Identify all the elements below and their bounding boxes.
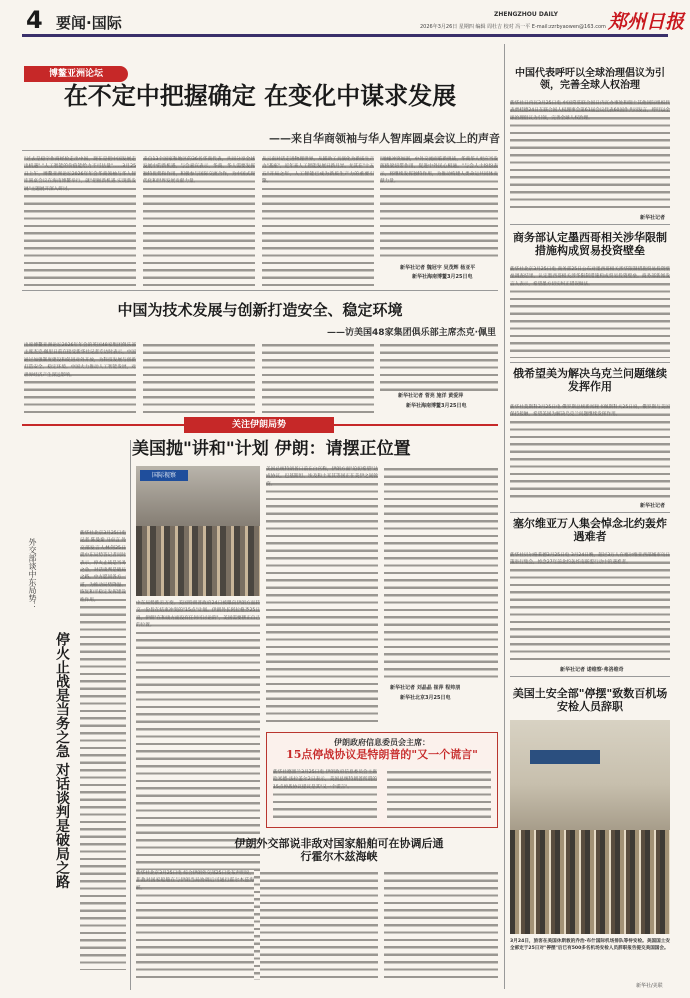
interview-dateline: 新华社海南博鳌3月25日电: [406, 403, 467, 409]
right-a3-text: 新华社莫斯科3月25日电 俄罗斯总统新闻秘书佩斯科夫25日说，俄罗斯与美国保持接触，希望美国为解决乌克兰问题继续发挥作用。: [510, 404, 670, 500]
divider: [130, 440, 131, 990]
page-number: 4: [26, 6, 43, 34]
bottom-headline: 伊朗外交部说非敌对国家船舶可在协调后通行霍尔木兹海峡: [234, 837, 444, 863]
box-col-2: [387, 769, 491, 823]
divider: [504, 44, 505, 989]
right-a2-headline: 商务部认定墨西哥相关涉华限制措施构成贸易投资壁垒: [513, 231, 667, 257]
right-a4-text: 新华社贝尔格莱德3月25日电 3月24日晚，超过3万人在塞尔维亚西部城市乌日策举行集会，悼念27年前北约轰炸南联盟行动中的遇难者。: [510, 552, 670, 664]
forum-subhead: ——来自华商领袖与华人智库圆桌会议上的声音: [269, 132, 500, 145]
right-a5-headline: 美国土安全部"停摆"致数百机场安检人员辞职: [512, 687, 668, 713]
statement-box: [266, 732, 498, 828]
iran-byline: 新华社记者 刘晶晶 崔萍 程帅朋: [390, 685, 461, 691]
iran-col-2: 美国总统特朗普日前在白宫称，伊朗方面"迫切希望"达成协议。巴基斯坦、埃及和土耳其等国正在美伊之间斡旋。: [266, 466, 378, 726]
box-headline: 15点停战协议是特朗普的"又一个谎言": [286, 748, 478, 761]
photo-queue: [510, 830, 670, 934]
header-rule: [22, 34, 668, 37]
forum-col-3: 从云南对话走进物理世界，从辅助工具演化为新质生产力"基座"，近年来人工智能发展日新月异。尤其在"十五五"开局之年，人工智能已成为新质生产力的重要引擎。: [262, 156, 374, 286]
box-subtitle: 伊朗政府信息委员会主席：: [334, 738, 430, 747]
bottom-col-3: [384, 870, 498, 980]
photo-caption: 3月24日，旅客在美国休斯敦的乔治·布什国际机场排队等待安检。美国国土安全部定于25日对"停摆"后已有500多名机场安检人员辞职报告提交美国国会。: [510, 939, 670, 952]
right-a4-headline: 塞尔维亚万人集会悼念北约轰炸遇难者: [513, 517, 667, 543]
photo-label: 国际视察: [140, 470, 188, 481]
interview-col-1: 出席博鳌亚洲论坛2026年年会的英国48家集团俱乐部主席杰克·佩里日前在接受新华社记者专访时表示，中国通过加强制度建设和促进对外开放，为科技发展与创新打造安全、稳定环境。中国大力推动人工智能发展，对世界经济产生深远影响。: [24, 342, 136, 414]
right-a3-byline: 新华社记者: [640, 503, 666, 509]
iran-dateline: 新华社北京3月25日电: [400, 695, 451, 701]
paper-english: ZHENGZHOU DAILY: [494, 11, 558, 18]
right-a3-headline: 俄希望美为解决乌克兰问题继续发挥作用: [513, 367, 667, 393]
interview-col-4: [380, 342, 498, 392]
forum-col-1: "过去是稳字作商经验走出中国，现在是把中国发展走出机遇" "人工智能的价值能给力不可估量"……3月25日上午，博鳌亚洲论坛2026年年会华商领袖与华人智库圆桌会议在海南博鳌举行，就"把握新机遇 实现新发展"主题展开深入研讨。: [24, 156, 136, 286]
right-a1-byline: 新华社记者: [640, 215, 666, 221]
forum-col-4: "地缘冲突加剧，中外交流面临新挑战，华商华人更应当发挥桥梁纽带作用，促进中外民心相通。"与会人士纷纷表示，将继续发挥独特作用，为推动构建人类命运共同体贡献力量。: [380, 156, 498, 260]
interview-subhead: ——访美国48家集团俱乐部主席杰克·佩里: [327, 328, 496, 338]
sidebar-headline: 停火止战是当务之急 对话谈判是破局之路: [54, 631, 70, 889]
interview-col-3: [262, 342, 374, 414]
date-line: 2026年3月26日 星期四 编辑 周杜吉 校对 冯一平 E-mail:zzrbyaowen@163.com: [420, 24, 606, 30]
sidebar-title: 外交部谈中东局势：: [28, 538, 37, 610]
forum-headline: 在不定中把握确定 在变化中谋求发展: [63, 81, 457, 110]
forum-byline: 新华社记者 魏冠宇 吴茂辉 杨亚平: [400, 265, 476, 271]
divider: [510, 362, 670, 363]
right-a4-byline: 新华社记者 诺维察·弗洛维奇: [560, 667, 624, 673]
bottom-col-2: [260, 870, 378, 980]
divider: [510, 512, 670, 513]
interview-headline: 中国为技术发展与创新打造安全、稳定环境: [117, 301, 403, 319]
right-a1-text: 新华社日内瓦3月25日电 中国常驻联合国日内瓦办事处和瑞士其他国际组织代表贾桂德24日在联合国人权理事会第61届会议代表60国作共同发言，呼吁以全球治理倡议为引领，完善全球人权治理。: [510, 100, 670, 212]
iran-col-3: [384, 466, 498, 680]
photo-credit: 新华社/美联: [636, 983, 663, 989]
paper-logo: 郑州日报: [608, 11, 685, 33]
interview-col-2: [143, 342, 255, 414]
box-col-1: 新华社德黑兰3月25日电 伊朗政府信息委员会主席哈米德·法拉盖尔2日表示，美国总统特朗普所谓的15点停战协议提议是其"又一个谎言"。: [273, 769, 377, 823]
forum-col-2: 来自13个国家和地区的36名华商代表，共同分享全球发展中的新机遇，与会嘉宾表示，华商、华人需要发挥独特优势和作用，积极参与国际交流合作，为中国式现代化和世界发展贡献力量。: [143, 156, 255, 286]
news-photo: [136, 466, 260, 596]
divider: [510, 676, 670, 677]
iran-col-1: 中东局势跌宕万变。美国特朗普政府24日被曝向伊朗方面转交一份旨在结束冲突的"15点"计划。伊朗外长阿拉格齐25日说，伊朗"在和谈方面没有任何可讨论的"，美国需要摆正自己的位置。: [136, 600, 260, 980]
iran-headline: 美国抛"讲和"计划 伊朗：请摆正位置: [132, 439, 411, 459]
bottom-col-1: 新华社北京3月25日电 综合伊朗外交部25日发布声明说，非敌对国家船舶在与伊朗当局协调后可通行霍尔木兹海峡。: [136, 870, 254, 980]
photo-sign: [530, 750, 600, 764]
right-a1-headline: 中国代表呼吁以全球治理倡议为引领，完善全球人权治理: [515, 68, 665, 91]
interview-byline: 新华社记者 菅亮 施洋 黄爱萍: [398, 393, 464, 399]
section-title: 要闻·国际: [56, 14, 122, 32]
airport-photo: [510, 720, 670, 934]
photo-crowd: [136, 526, 260, 596]
iran-banner: 关注伊朗局势: [184, 417, 334, 433]
right-a2-text: 新华社北京3月25日电 商务部25日公布对墨西哥相关涉华限制措施贸易投资壁垒调查结果，认定墨西哥相关涉华限制措施构成贸易投资壁垒。商务部新闻发言人表示，希望墨方切实纠正错误做法。: [510, 266, 670, 358]
divider: [22, 290, 498, 291]
forum-dateline: 新华社海南博鳌3月25日电: [412, 274, 473, 280]
divider: [510, 224, 670, 225]
sidebar-text: 新华社北京3月25日电 记者 陈曼秦 马卓言 外交部发言人林剑25日就中东局势答记者问时表示，停火止战是当务之急，对话谈判是破局之路。中方愿同各方一道，为推动局势降温、恢复和平稳定发挥建设性作用。: [80, 530, 126, 970]
forum-tag: 博鳌亚洲论坛: [24, 66, 128, 82]
divider: [22, 150, 498, 151]
page-header: [0, 0, 690, 38]
